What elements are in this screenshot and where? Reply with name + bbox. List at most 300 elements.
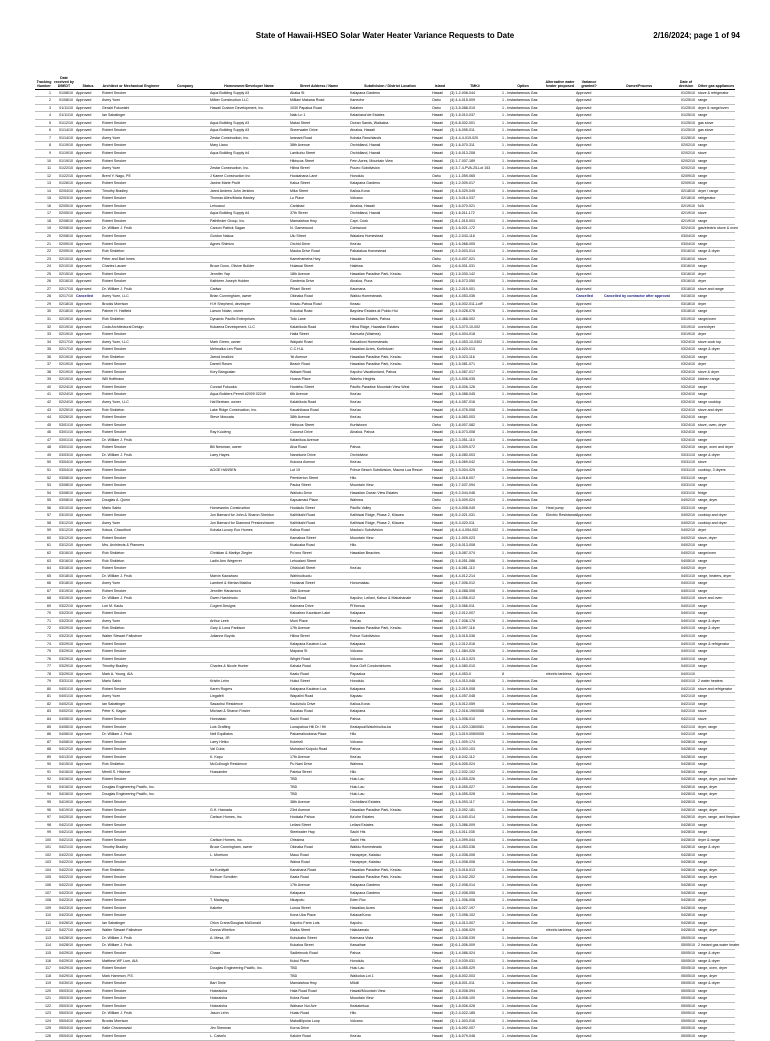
table-cell: Kealakekua	[349, 1002, 431, 1010]
table-cell: 03/04/10	[675, 233, 697, 241]
table-cell: Matthew WF Lum, AIA	[101, 957, 161, 965]
table-row	[35, 572, 735, 580]
table-cell: Approved	[75, 753, 101, 761]
table-cell: Lunua Street	[289, 904, 349, 912]
table-cell: Hawaii	[431, 399, 449, 407]
table-cell: Approved	[75, 572, 101, 580]
table-cell: 04/29/10	[53, 972, 75, 980]
table-cell: Approved	[75, 912, 101, 920]
table-row	[35, 723, 735, 731]
table-cell: Honolulu	[349, 172, 431, 180]
table-cell: Approved	[75, 821, 101, 829]
table-cell: 03/04/10	[53, 459, 75, 467]
table-cell: 02/19/10	[53, 331, 75, 339]
table-cell: 03/18/10	[53, 580, 75, 588]
table-cell	[209, 776, 289, 784]
table-cell: 50	[35, 459, 53, 467]
table-cell: 02/10/10	[53, 263, 75, 271]
table-cell: Orchidland, Hawaii	[349, 210, 431, 218]
table-cell: Gerald Fukunishi	[101, 104, 161, 112]
table-row	[35, 308, 735, 316]
table-cell	[603, 972, 675, 980]
table-cell: Oahu	[431, 678, 449, 686]
table-row	[35, 519, 735, 527]
table-cell: (3) 1-8-008-100	[449, 995, 501, 1003]
table-cell	[161, 685, 209, 693]
table-cell	[209, 255, 289, 263]
table-cell: 103	[35, 859, 53, 867]
table-cell: Approved	[75, 278, 101, 286]
table-cell: Robert Smoker	[101, 278, 161, 286]
table-cell	[603, 723, 675, 731]
table-cell: Marvin Kawaharo	[209, 572, 289, 580]
table-cell: 03/24/10	[675, 444, 697, 452]
table-cell: range & dryer	[697, 844, 735, 852]
table-row	[35, 338, 735, 346]
table-cell: 04/06/10	[53, 723, 75, 731]
table-cell: Charles & Nicole Hunter	[209, 663, 289, 671]
table-cell: (3) 1-5-015-036	[449, 632, 501, 640]
table-cell: Kapaau	[349, 693, 431, 701]
table-cell: 05/04/10	[53, 1017, 75, 1025]
table-cell: 01/08/10	[53, 97, 75, 105]
table-cell: 1 - Instantaneous Gas	[501, 142, 545, 150]
table-cell: 1 - Instantaneous Gas	[501, 399, 545, 407]
table-cell: 8	[35, 142, 53, 150]
col-header: Other gas appliances	[697, 76, 735, 89]
table-cell	[161, 165, 209, 173]
table-cell	[349, 572, 431, 580]
table-cell	[161, 927, 209, 935]
table-cell	[697, 670, 735, 678]
table-cell: Approved	[575, 874, 603, 882]
table-cell: 106	[35, 882, 53, 890]
table-cell: range	[697, 859, 735, 867]
table-cell: (3) 1-2-008-044	[449, 89, 501, 97]
table-cell: 86	[35, 731, 53, 739]
table-cell	[161, 595, 209, 603]
table-cell: Hilo	[349, 1010, 431, 1018]
table-cell	[603, 602, 675, 610]
table-cell	[161, 134, 209, 142]
table-cell: 1 - Instantaneous Gas	[501, 361, 545, 369]
table-cell: Carson Patrick Sagan	[209, 225, 289, 233]
table-cell: Approved	[75, 587, 101, 595]
table-cell	[209, 474, 289, 482]
table-cell: 03/01/10	[53, 421, 75, 429]
table-cell: (3) 1-6-055-029	[449, 965, 501, 973]
table-cell: 03/19/10	[675, 323, 697, 331]
table-cell: Lanikuhu Street	[289, 149, 349, 157]
table-cell: Hawaii	[431, 934, 449, 942]
table-cell: Hawaii	[431, 210, 449, 218]
table-row	[35, 625, 735, 633]
table-cell: 04/02/10	[675, 542, 697, 550]
table-cell: Hawaii	[431, 331, 449, 339]
table-cell: Walawi Road	[289, 368, 349, 376]
table-row	[35, 331, 735, 339]
table-cell: Approved	[75, 217, 101, 225]
table-cell: Approved	[75, 889, 101, 897]
table-cell	[603, 248, 675, 256]
table-cell: Orchidland, Hawaii	[349, 142, 431, 150]
table-cell: Gwen Hashimoto	[209, 595, 289, 603]
table-cell: Approved	[575, 648, 603, 656]
table-cell: Dr. William J. Fruik	[101, 285, 161, 293]
table-cell: Approved	[75, 134, 101, 142]
table-cell: 01/19/10	[53, 142, 75, 150]
table-cell: 14	[35, 187, 53, 195]
table-cell	[545, 97, 575, 105]
table-cell: Arthur Leeb	[209, 617, 289, 625]
table-cell: 02/04/10	[53, 187, 75, 195]
table-cell: 03/18/10	[675, 285, 697, 293]
table-cell	[603, 316, 675, 324]
table-cell: Approved	[75, 776, 101, 784]
table-cell: Orion Crane/Douglas McDonald	[209, 919, 289, 927]
table-cell: 89	[35, 753, 53, 761]
table-row	[35, 361, 735, 369]
table-row	[35, 285, 735, 293]
table-cell: 05/05/10	[675, 949, 697, 957]
table-cell: 52	[35, 474, 53, 482]
table-cell: (3) 1-2-012-016	[449, 640, 501, 648]
table-cell: Hawaii	[431, 1017, 449, 1025]
table-cell: Kohala Luxury Eco Homes	[209, 527, 289, 535]
table-cell: Approved	[575, 595, 603, 603]
table-cell	[603, 217, 675, 225]
table-cell: (4) 4-4-076-008	[449, 406, 501, 414]
table-cell	[161, 987, 209, 995]
table-cell: 1 - Instantaneous Gas	[501, 708, 545, 716]
table-cell: Hoolaulu Street	[289, 504, 349, 512]
table-cell: Donna Whelton	[209, 927, 289, 935]
table-cell: T. Madayag	[209, 897, 289, 905]
table-row	[35, 172, 735, 180]
table-cell	[161, 527, 209, 535]
table-cell: Timothy Bradley	[101, 187, 161, 195]
table-cell: 05/05/10	[675, 980, 697, 988]
table-cell: 02/19/10	[53, 368, 75, 376]
table-cell	[603, 791, 675, 799]
table-cell: 04/02/10	[675, 565, 697, 573]
table-cell: Kathleen Joseph Holden	[209, 278, 289, 286]
table-cell: Approved	[575, 149, 603, 157]
table-cell: Robson Scholten	[209, 874, 289, 882]
table-cell: Approved	[75, 482, 101, 490]
table-cell: Hawaii	[431, 466, 449, 474]
table-cell	[545, 89, 575, 97]
table-cell	[161, 708, 209, 716]
table-cell: (3) 1-7-037-094	[449, 482, 501, 490]
table-cell: Will Hoffmann	[101, 376, 161, 384]
table-cell	[545, 776, 575, 784]
table-cell: 04/12/10	[53, 746, 75, 754]
table-cell: Approved	[575, 693, 603, 701]
table-cell: J Kaene Construction Inc	[209, 172, 289, 180]
table-cell	[545, 429, 575, 437]
table-cell: Approved	[75, 225, 101, 233]
table-cell	[209, 497, 289, 505]
table-cell: Volcano	[349, 738, 431, 746]
table-cell: Kea'au	[349, 406, 431, 414]
table-cell: range	[697, 134, 735, 142]
table-cell	[161, 783, 209, 791]
table-cell: 03/16/10	[675, 278, 697, 286]
table-cell: 1 - Instantaneous Gas	[501, 700, 545, 708]
table-cell: 1 - Instantaneous Gas	[501, 414, 545, 422]
table-cell: Approved	[575, 278, 603, 286]
table-cell: (3) 1-5-087-074	[449, 549, 501, 557]
table-cell: 03/31/10	[675, 474, 697, 482]
table-cell	[603, 708, 675, 716]
table-cell: Mark Green, owner	[209, 338, 289, 346]
table-cell	[161, 421, 209, 429]
table-cell	[545, 1002, 575, 1010]
table-cell	[161, 610, 209, 618]
table-cell: Hawaii	[431, 323, 449, 331]
table-cell	[161, 882, 209, 890]
table-cell: 02/24/10	[53, 391, 75, 399]
table-cell: 1 - Instantaneous Gas	[501, 527, 545, 535]
table-row	[35, 746, 735, 754]
table-cell: 123	[35, 1010, 53, 1018]
table-cell: Approved	[575, 980, 603, 988]
table-cell	[545, 708, 575, 716]
table-cell: Approved	[75, 957, 101, 965]
table-cell: (3) 1-5-092-181	[449, 806, 501, 814]
table-cell	[545, 889, 575, 897]
table-cell: (3) 9-2-044-046	[449, 489, 501, 497]
table-cell: stove	[697, 149, 735, 157]
table-cell	[603, 180, 675, 188]
table-cell: Hawaii	[431, 248, 449, 256]
table-cell: Hawaii	[431, 414, 449, 422]
table-cell: Hawaii	[431, 316, 449, 324]
table-cell: Palmer H. Hatfield	[101, 308, 161, 316]
table-cell: range	[697, 557, 735, 565]
table-cell	[603, 557, 675, 565]
table-cell: 5	[35, 119, 53, 127]
table-cell: Avery Yuen	[101, 693, 161, 701]
table-cell: 85	[35, 723, 53, 731]
table-cell	[545, 104, 575, 112]
table-cell	[545, 285, 575, 293]
table-cell: Hawaii	[431, 149, 449, 157]
table-row	[35, 783, 735, 791]
table-cell: Volcano	[349, 195, 431, 203]
table-cell	[209, 882, 289, 890]
table-cell: 115	[35, 949, 53, 957]
table-cell: 1 - Instantaneous Gas	[501, 995, 545, 1003]
table-cell	[161, 572, 209, 580]
table-cell	[161, 942, 209, 950]
table-cell: 1 - Instantaneous Gas	[501, 693, 545, 701]
table-row	[35, 127, 735, 135]
table-cell: Robert Smoker	[101, 814, 161, 822]
table-cell	[603, 565, 675, 573]
table-cell: Hawaii	[431, 187, 449, 195]
table-cell: 1 - Instantaneous Gas	[501, 346, 545, 354]
table-cell: Hawaii	[431, 602, 449, 610]
table-cell: Kory Bangcalan	[209, 368, 289, 376]
table-cell: Approved	[75, 897, 101, 905]
table-cell: Approved	[75, 240, 101, 248]
table-cell: 01/25/10	[675, 97, 697, 105]
table-cell: (3) 1-5-010-037	[449, 112, 501, 120]
table-cell: Hawaii	[431, 565, 449, 573]
table-cell	[209, 889, 289, 897]
table-cell: Hawaii	[431, 285, 449, 293]
table-cell: Approved	[75, 534, 101, 542]
table-cell: (3) 1-6-002-011-LotF	[449, 300, 501, 308]
table-cell: Approved	[575, 783, 603, 791]
table-cell: 03/24/10	[675, 368, 697, 376]
table-cell	[603, 904, 675, 912]
table-cell: 22	[35, 248, 53, 256]
table-cell: Kailua-Kona	[349, 700, 431, 708]
table-cell: Approved	[75, 746, 101, 754]
table-cell: 04/06/10	[53, 716, 75, 724]
col-header: Tracking Number	[35, 76, 53, 89]
table-cell: Wahaue Nui Ave	[289, 1002, 349, 1010]
table-cell	[545, 489, 575, 497]
table-cell	[545, 836, 575, 844]
table-cell	[603, 436, 675, 444]
table-cell: 05/05/10	[675, 957, 697, 965]
table-cell: Fern Acres, Mountain View	[349, 157, 431, 165]
table-cell: Robert Smoker	[101, 180, 161, 188]
table-cell	[603, 104, 675, 112]
table-cell	[161, 497, 209, 505]
table-cell: Avery Yuen, LLC	[101, 338, 161, 346]
table-cell: stove	[697, 255, 735, 263]
table-cell	[209, 157, 289, 165]
table-cell: 113	[35, 934, 53, 942]
table-cell: Hawaiian Paradise Park, Kea'au	[349, 866, 431, 874]
table-cell: Approved	[75, 180, 101, 188]
table-cell: Approved	[575, 542, 603, 550]
table-cell: 122	[35, 1002, 53, 1010]
table-cell: Pahoa	[349, 746, 431, 754]
table-cell: Hawaii	[431, 919, 449, 927]
table-cell: Iwanani Road	[289, 134, 349, 142]
table-cell: Approved	[75, 799, 101, 807]
table-cell: Approved	[75, 602, 101, 610]
table-cell: 01/11/10	[53, 104, 75, 112]
table-cell	[161, 806, 209, 814]
table-cell: Approved	[575, 104, 603, 112]
table-cell: Bayview Estates at Pololu Hui	[349, 308, 431, 316]
table-cell: Approved	[75, 934, 101, 942]
table-row	[35, 632, 735, 640]
table-cell: Approved	[575, 942, 603, 950]
table-cell: Approved	[575, 202, 603, 210]
table-cell: 32	[35, 323, 53, 331]
table-row	[35, 670, 735, 678]
table-cell: Approved	[575, 421, 603, 429]
table-cell: Approved	[75, 270, 101, 278]
table-cell: Approved	[575, 233, 603, 241]
table-cell: Approved	[575, 263, 603, 271]
table-cell: Kurtistown	[349, 421, 431, 429]
table-cell: 05/05/10	[675, 942, 697, 950]
table-cell: Hawaiian Paradise Park, Kea'au	[349, 353, 431, 361]
table-cell: 98	[35, 821, 53, 829]
table-cell: 1 - Instantaneous Gas	[501, 836, 545, 844]
table-cell: Jared Andrew John Jenkins	[209, 187, 289, 195]
table-cell: stove and oven	[697, 595, 735, 603]
table-cell: Approved	[575, 217, 603, 225]
table-cell: 1 - Instantaneous Gas	[501, 202, 545, 210]
table-cell: 1 - Instantaneous Gas	[501, 957, 545, 965]
table-cell: stove & refrigerator	[697, 89, 735, 97]
table-cell: 04/28/10	[675, 844, 697, 852]
table-row	[35, 693, 735, 701]
table-cell: Kalapana Gardens	[349, 889, 431, 897]
table-cell: 35	[35, 346, 53, 354]
table-cell: Brooks Morrison	[101, 300, 161, 308]
col-header: TMK#	[449, 76, 501, 89]
table-cell: 1 - Instantaneous Gas	[501, 300, 545, 308]
table-cell: Approved	[575, 753, 603, 761]
table-cell: 42	[35, 399, 53, 407]
table-cell: Kahala Road	[289, 663, 349, 671]
table-cell: Pauka Street	[289, 482, 349, 490]
table-cell: Kokua, Chaudhuri	[101, 527, 161, 535]
table-cell: 01/12/10	[53, 119, 75, 127]
table-cell: Kalihikahi Road	[289, 519, 349, 527]
table-cell: 04/26/10	[53, 919, 75, 927]
table-cell: (3) 1-6-092-007	[449, 1025, 501, 1033]
table-cell: Approved	[75, 949, 101, 957]
table-cell: Jon Barnard for Diamond Preston/owner	[209, 519, 289, 527]
table-cell: Approved	[575, 489, 603, 497]
table-cell	[349, 1025, 431, 1033]
table-cell: (3) 8-8-001-011	[449, 980, 501, 988]
table-cell	[545, 436, 575, 444]
table-cell: Sadlebrook Road	[289, 949, 349, 957]
table-cell	[545, 331, 575, 339]
table-cell	[603, 700, 675, 708]
table-cell: 1 - Instantaneous Gas	[501, 731, 545, 739]
table-cell: Hawaii	[431, 580, 449, 588]
table-cell: Kapoho Vacationland, Pahoa	[349, 368, 431, 376]
table-row	[35, 897, 735, 905]
table-cell	[545, 1017, 575, 1025]
table-cell: 100	[35, 836, 53, 844]
table-cell: Approved	[575, 210, 603, 218]
table-cell	[161, 406, 209, 414]
table-cell	[161, 338, 209, 346]
table-cell	[603, 406, 675, 414]
table-cell: Approved	[575, 323, 603, 331]
table-cell: Hawaii	[431, 542, 449, 550]
table-cell: Approved	[75, 172, 101, 180]
table-cell: Robert Smoker	[101, 904, 161, 912]
table-cell	[545, 353, 575, 361]
table-cell: 01/25/10	[675, 127, 697, 135]
table-cell	[209, 670, 289, 678]
table-cell: 63	[35, 557, 53, 565]
table-cell: Hawaii	[431, 783, 449, 791]
table-cell: Approved	[575, 248, 603, 256]
table-cell: Approved	[75, 285, 101, 293]
table-cell: 1 - Instantaneous Gas	[501, 127, 545, 135]
table-cell: Lake Ridge Construction, Inc.	[209, 406, 289, 414]
table-cell: Dr. William J. Fruik	[101, 731, 161, 739]
table-cell: Aqua Building Supply #3	[209, 127, 289, 135]
